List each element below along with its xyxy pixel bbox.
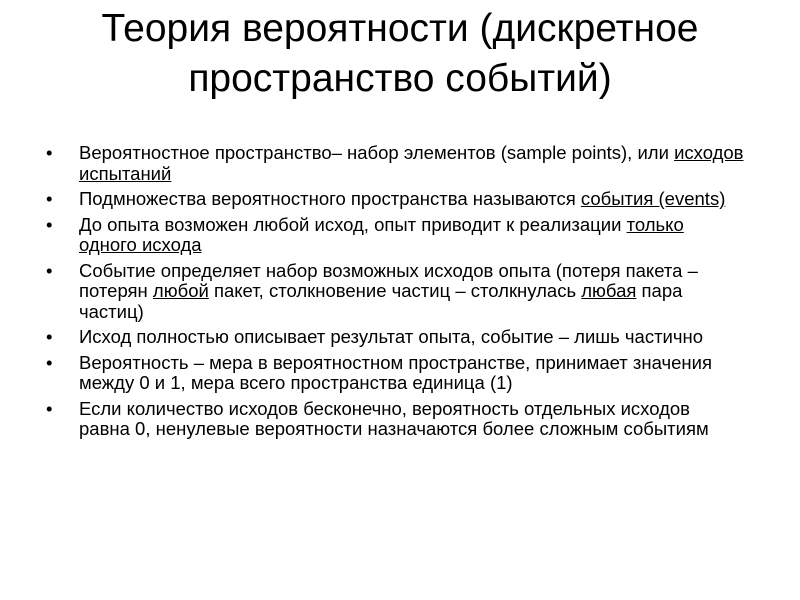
- underlined-term: только одного исхода: [79, 213, 684, 255]
- bullet-item: [46, 143, 746, 184]
- bullet-text: Если количество исходов бесконечно, вероятность отдельных исходов равна 0, ненулевые вероятности назначаются более сложным событиям: [79, 397, 709, 439]
- bullet-item: [46, 261, 746, 323]
- bullet-text: Вероятностное пространство– набор элементов (sample points), или: [79, 142, 675, 163]
- bullet-item: [46, 399, 746, 440]
- bullet-list: [46, 143, 746, 445]
- bullet-dot-icon: •: [46, 351, 53, 373]
- slide-title-line-2: пространство событий): [188, 57, 612, 100]
- bullet-dot-icon: •: [46, 397, 53, 419]
- bullet-dot-icon: •: [46, 188, 53, 209]
- bullet-item: [46, 189, 746, 210]
- bullet-item: [46, 327, 746, 348]
- bullet-item: [46, 215, 746, 256]
- bullet-text: Событие определяет набор возможных исходов опыта (потеря пакета – потерян: [79, 259, 698, 301]
- underlined-term: любая: [581, 280, 637, 301]
- slide-title-line-1: Теория вероятности (дискретное: [101, 7, 699, 50]
- slide-title: [40, 4, 760, 104]
- bullet-text: пара частиц): [79, 280, 683, 322]
- bullet-text: Вероятность – мера в вероятностном пространстве, принимает значения между 0 и 1, мера всего пространства единица (1): [79, 351, 712, 393]
- underlined-term: исходов испытаний: [79, 142, 744, 184]
- bullet-text: Подмножества вероятностного пространства называются: [79, 188, 581, 209]
- bullet-dot-icon: •: [46, 213, 53, 235]
- underlined-term: события (events): [580, 188, 726, 209]
- bullet-dot-icon: •: [46, 142, 53, 163]
- bullet-item: [46, 353, 746, 394]
- underlined-term: любой: [152, 280, 209, 301]
- bullet-dot-icon: •: [46, 326, 53, 347]
- bullet-text: пакет, столкновение частиц – столкнулась: [208, 280, 582, 301]
- bullet-dot-icon: •: [46, 259, 53, 281]
- bullet-text: Исход полностью описывает результат опыта, событие – лишь частично: [79, 326, 704, 347]
- bullet-text: До опыта возможен любой исход, опыт приводит к реализации: [79, 213, 627, 235]
